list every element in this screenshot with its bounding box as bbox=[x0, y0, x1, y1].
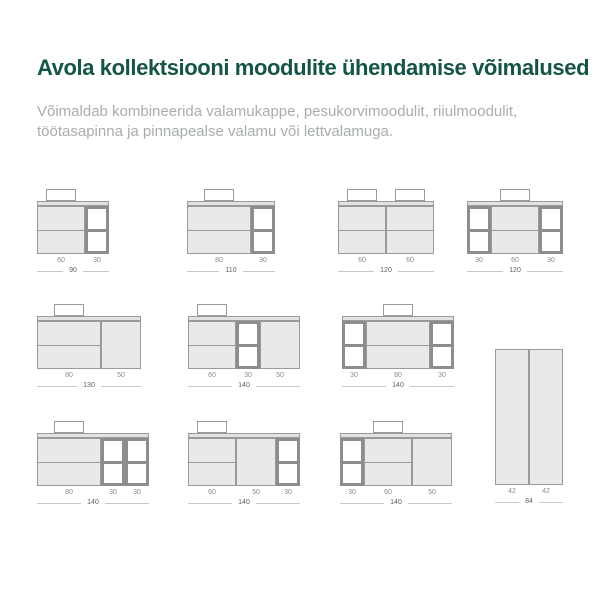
width-labels-row bbox=[37, 372, 141, 380]
drawer-divider bbox=[38, 230, 84, 231]
width-labels-row bbox=[495, 488, 563, 496]
cabinet-body bbox=[37, 206, 109, 254]
total-width-label: 90 bbox=[69, 267, 77, 274]
total-width bbox=[338, 267, 434, 275]
dim-line-right bbox=[243, 271, 275, 272]
module-drawers bbox=[37, 206, 85, 254]
module-width-label: 30 bbox=[259, 257, 267, 264]
tall-cabinet-body bbox=[495, 349, 563, 485]
sink-outline bbox=[383, 304, 413, 316]
sink-outline bbox=[500, 189, 530, 201]
total-width-label: 120 bbox=[380, 267, 392, 274]
shelf-compartment bbox=[345, 324, 363, 344]
module-shelf bbox=[251, 206, 275, 254]
module-width-label: 80 bbox=[65, 372, 73, 379]
total-width-label: 120 bbox=[509, 267, 521, 274]
module-drawers bbox=[364, 438, 412, 486]
total-width bbox=[37, 499, 149, 507]
shelf-compartment bbox=[542, 209, 560, 229]
module-width-label: 30 bbox=[109, 489, 117, 496]
width-labels-row bbox=[342, 372, 454, 380]
sink-outline bbox=[373, 421, 403, 433]
module-width-label: 50 bbox=[117, 372, 125, 379]
module-width-label: 30 bbox=[133, 489, 141, 496]
total-width bbox=[188, 382, 300, 390]
sink-outline bbox=[54, 421, 84, 433]
dim-line-right bbox=[105, 503, 149, 504]
width-labels-row bbox=[467, 257, 563, 265]
module-door bbox=[412, 438, 452, 486]
dim-line-left bbox=[37, 503, 81, 504]
module-width-label: 80 bbox=[394, 372, 402, 379]
dim-line-left bbox=[37, 386, 77, 387]
module-shelf bbox=[467, 206, 491, 254]
dim-line-left bbox=[342, 386, 386, 387]
dim-line-left bbox=[187, 271, 219, 272]
module-drawers bbox=[188, 321, 236, 369]
drawer-divider bbox=[38, 345, 100, 346]
width-labels-row bbox=[37, 257, 109, 265]
subtitle-line-2: töötasapinna ja pinnapealse valamu või lettvalamuga. bbox=[37, 123, 394, 140]
total-width-label: 130 bbox=[83, 382, 95, 389]
dim-line-left bbox=[495, 502, 519, 503]
page-title: Avola kollektsiooni moodulite ühendamise võimalused bbox=[37, 55, 590, 80]
module-drawers bbox=[187, 206, 251, 254]
drawer-divider bbox=[365, 462, 411, 463]
module-width-label: 42 bbox=[508, 488, 516, 495]
shelf-compartment bbox=[542, 232, 560, 252]
width-labels-row bbox=[187, 257, 275, 265]
shelf-compartment bbox=[104, 441, 122, 461]
module-width-label: 60 bbox=[208, 372, 216, 379]
cabinet-body bbox=[37, 438, 149, 486]
sink-outline bbox=[347, 189, 377, 201]
total-width bbox=[342, 382, 454, 390]
module-drawers bbox=[188, 438, 236, 486]
shelf-compartment bbox=[279, 464, 297, 484]
dim-line-left bbox=[340, 503, 384, 504]
cabinet-body bbox=[338, 206, 434, 254]
module-width-label: 80 bbox=[65, 489, 73, 496]
shelf-compartment bbox=[128, 441, 146, 461]
dim-line-right bbox=[83, 271, 109, 272]
dim-line-left bbox=[467, 271, 503, 272]
module-shelf bbox=[276, 438, 300, 486]
module-shelf bbox=[539, 206, 563, 254]
shelf-compartment bbox=[254, 232, 272, 252]
cabinet-body bbox=[188, 321, 300, 369]
module-drawers bbox=[37, 438, 101, 486]
module-width-label: 30 bbox=[93, 257, 101, 264]
shelf-compartment bbox=[343, 464, 361, 484]
dim-line-right bbox=[408, 503, 452, 504]
sink-outline bbox=[395, 189, 425, 201]
total-width-label: 140 bbox=[390, 499, 402, 506]
total-width bbox=[340, 499, 452, 507]
module-shelf bbox=[85, 206, 109, 254]
module-width-label: 30 bbox=[284, 489, 292, 496]
total-width-label: 84 bbox=[525, 498, 533, 505]
module-drawers bbox=[491, 206, 539, 254]
module-width-label: 60 bbox=[57, 257, 65, 264]
module-shelf bbox=[236, 321, 260, 369]
shelf-compartment bbox=[88, 232, 106, 252]
cabinet-body bbox=[187, 206, 275, 254]
width-labels-row bbox=[338, 257, 434, 265]
shelf-compartment bbox=[343, 441, 361, 461]
sink-outline bbox=[197, 304, 227, 316]
module-drawers bbox=[366, 321, 430, 369]
dim-line-left bbox=[338, 271, 374, 272]
shelf-compartment bbox=[345, 347, 363, 367]
module-shelf bbox=[430, 321, 454, 369]
shelf-compartment bbox=[470, 209, 488, 229]
dim-line-right bbox=[527, 271, 563, 272]
total-width-label: 110 bbox=[225, 267, 237, 274]
dim-line-right bbox=[101, 386, 141, 387]
drawer-divider bbox=[189, 462, 235, 463]
module-width-label: 50 bbox=[428, 489, 436, 496]
total-width-label: 140 bbox=[392, 382, 404, 389]
cabinet-body bbox=[340, 438, 452, 486]
module-drawers bbox=[386, 206, 434, 254]
total-width bbox=[37, 267, 109, 275]
sink-outline bbox=[197, 421, 227, 433]
module-width-label: 60 bbox=[208, 489, 216, 496]
total-width bbox=[495, 498, 563, 506]
module-shelf bbox=[125, 438, 149, 486]
shelf-compartment bbox=[239, 347, 257, 367]
drawer-divider bbox=[387, 230, 433, 231]
dim-line-right bbox=[256, 386, 300, 387]
width-labels-row bbox=[188, 489, 300, 497]
width-labels-row bbox=[188, 372, 300, 380]
module-width-label: 30 bbox=[475, 257, 483, 264]
dim-line-left bbox=[188, 503, 232, 504]
shelf-compartment bbox=[279, 441, 297, 461]
module-width-label: 60 bbox=[384, 489, 392, 496]
module-width-label: 50 bbox=[276, 372, 284, 379]
module-width-label: 30 bbox=[348, 489, 356, 496]
total-width-label: 140 bbox=[238, 499, 250, 506]
dim-line-right bbox=[256, 503, 300, 504]
cabinet-body bbox=[342, 321, 454, 369]
drawer-divider bbox=[189, 345, 235, 346]
drawer-divider bbox=[492, 230, 538, 231]
total-width bbox=[187, 267, 275, 275]
module-width-label: 60 bbox=[511, 257, 519, 264]
module-width-label: 60 bbox=[406, 257, 414, 264]
cabinet-body bbox=[37, 321, 141, 369]
module-width-label: 30 bbox=[547, 257, 555, 264]
dim-line-right bbox=[539, 502, 563, 503]
module-door bbox=[101, 321, 141, 369]
drawer-divider bbox=[38, 462, 100, 463]
module-shelf bbox=[340, 438, 364, 486]
sink-outline bbox=[204, 189, 234, 201]
module-door bbox=[236, 438, 276, 486]
module-drawers bbox=[338, 206, 386, 254]
shelf-compartment bbox=[470, 232, 488, 252]
module-width-label: 42 bbox=[542, 488, 550, 495]
drawer-divider bbox=[339, 230, 385, 231]
module-width-label: 50 bbox=[252, 489, 260, 496]
shelf-compartment bbox=[104, 464, 122, 484]
shelf-compartment bbox=[128, 464, 146, 484]
drawer-divider bbox=[188, 230, 250, 231]
module-width-label: 30 bbox=[438, 372, 446, 379]
subtitle-line-1: Võimaldab kombineerida valamukappe, pesukorvimoodulit, riiulmoodulit, bbox=[37, 103, 518, 120]
total-width-label: 140 bbox=[87, 499, 99, 506]
dim-line-left bbox=[37, 271, 63, 272]
shelf-compartment bbox=[433, 324, 451, 344]
module-width-label: 60 bbox=[358, 257, 366, 264]
shelf-compartment bbox=[254, 209, 272, 229]
tall-door bbox=[495, 349, 529, 485]
module-drawers bbox=[37, 321, 101, 369]
drawer-divider bbox=[367, 345, 429, 346]
tall-door bbox=[529, 349, 563, 485]
module-door bbox=[260, 321, 300, 369]
cabinet-body bbox=[467, 206, 563, 254]
module-shelf bbox=[342, 321, 366, 369]
width-labels-row bbox=[340, 489, 452, 497]
module-width-label: 30 bbox=[244, 372, 252, 379]
dim-line-left bbox=[188, 386, 232, 387]
dim-line-right bbox=[398, 271, 434, 272]
width-labels-row bbox=[37, 489, 149, 497]
shelf-compartment bbox=[88, 209, 106, 229]
total-width bbox=[467, 267, 563, 275]
sink-outline bbox=[54, 304, 84, 316]
shelf-compartment bbox=[433, 347, 451, 367]
module-width-label: 30 bbox=[350, 372, 358, 379]
module-shelf bbox=[101, 438, 125, 486]
shelf-compartment bbox=[239, 324, 257, 344]
module-width-label: 80 bbox=[215, 257, 223, 264]
sink-outline bbox=[46, 189, 76, 201]
total-width bbox=[37, 382, 141, 390]
cabinet-body bbox=[188, 438, 300, 486]
dim-line-right bbox=[410, 386, 454, 387]
total-width-label: 140 bbox=[238, 382, 250, 389]
total-width bbox=[188, 499, 300, 507]
